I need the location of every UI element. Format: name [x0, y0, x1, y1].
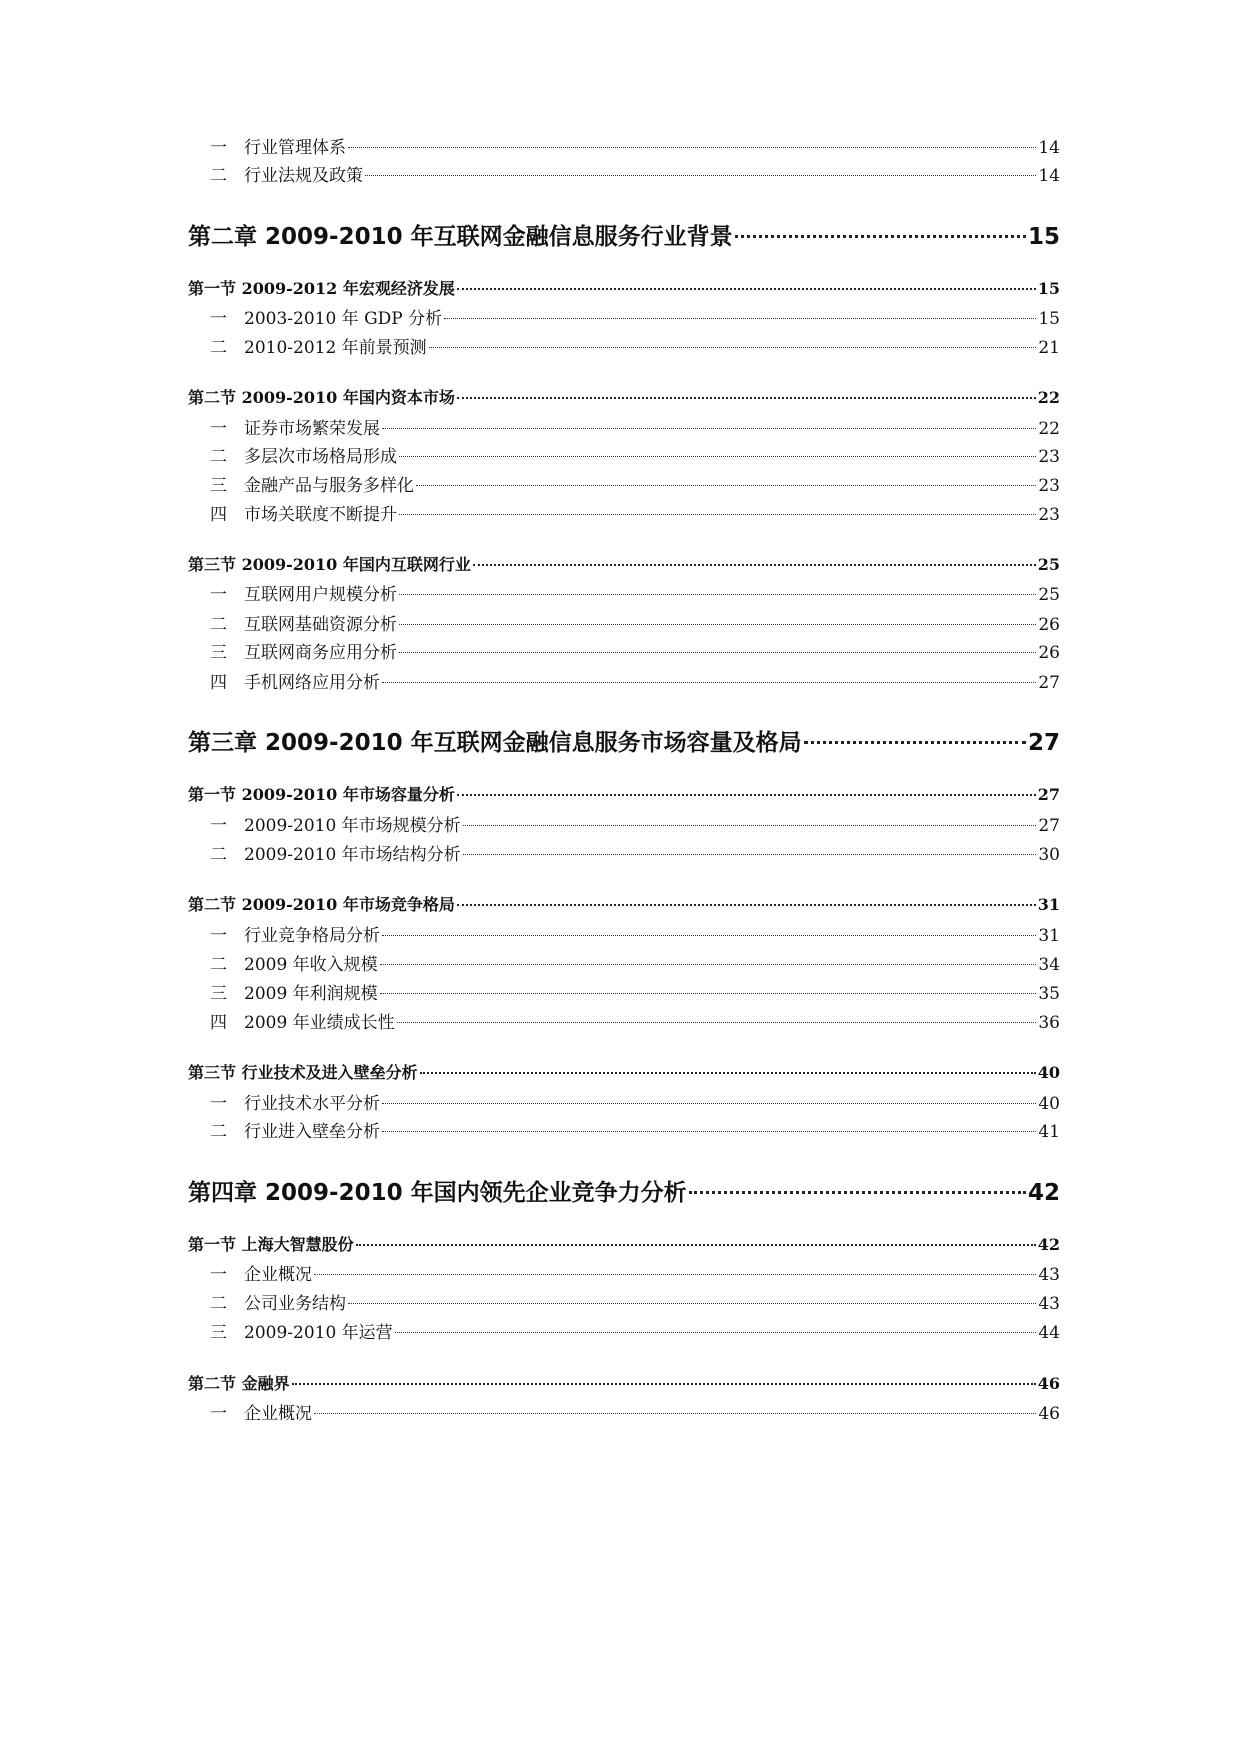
toc-item-label: 互联网基础资源分析 [244, 615, 397, 635]
toc-item-label: 证券市场繁荣发展 [244, 419, 380, 439]
toc-item-number: 二 [210, 845, 227, 865]
toc-item-number: 二 [210, 1294, 227, 1314]
toc-item-label: 金融产品与服务多样化 [244, 476, 414, 496]
toc-section-label: 第二节 2009-2010 年市场竞争格局 [188, 895, 455, 914]
dot-leader [382, 935, 1036, 936]
toc-item-label: 公司业务结构 [244, 1294, 346, 1314]
toc-item-entry[interactable] [210, 979, 1060, 1004]
dot-leader [314, 1413, 1036, 1414]
dot-leader [382, 1131, 1036, 1132]
toc-item-label: 2009-2010 年市场结构分析 [244, 845, 461, 865]
toc-item-number: 二 [210, 1122, 227, 1142]
toc-page-number: 26 [1038, 643, 1060, 663]
toc-item-label: 行业进入壁垒分析 [244, 1122, 380, 1142]
toc-item-entry[interactable] [210, 333, 1060, 358]
dot-leader [348, 147, 1036, 148]
toc-item-number: 二 [210, 447, 227, 467]
toc-item-entry[interactable] [210, 304, 1060, 329]
toc-page-number: 23 [1038, 505, 1060, 525]
toc-page-number: 14 [1038, 166, 1060, 186]
toc-section-label: 第二节 2009-2010 年国内资本市场 [188, 388, 455, 407]
toc-item-entry[interactable] [210, 950, 1060, 975]
toc-section-label: 第二节 金融界 [188, 1374, 290, 1393]
toc-item-number: 三 [210, 643, 227, 663]
dot-leader [457, 397, 1036, 399]
dot-leader [457, 288, 1036, 290]
toc-section-entry[interactable] [188, 782, 1060, 805]
toc-section-entry[interactable] [188, 385, 1060, 408]
toc-page-number: 41 [1038, 1122, 1060, 1142]
toc-item-entry[interactable] [210, 442, 1060, 467]
toc-page-number: 42 [1037, 1235, 1060, 1254]
toc-item-number: 一 [210, 926, 227, 946]
toc-page-number: 34 [1038, 955, 1060, 975]
toc-item-entry[interactable] [210, 133, 1060, 158]
toc-item-label: 2009 年收入规模 [244, 955, 378, 975]
toc-item-number: 一 [210, 816, 227, 836]
toc-item-number: 一 [210, 309, 227, 329]
toc-page-number: 22 [1038, 419, 1060, 439]
toc-item-entry[interactable] [210, 471, 1060, 496]
toc-item-entry[interactable] [210, 1089, 1060, 1114]
toc-section-entry[interactable] [188, 1060, 1060, 1083]
toc-item-entry[interactable] [210, 840, 1060, 865]
dot-leader [356, 1244, 1036, 1246]
toc-page-number: 25 [1038, 585, 1060, 605]
toc-item-entry[interactable] [210, 1399, 1060, 1424]
toc-page-number: 23 [1038, 476, 1060, 496]
dot-leader [399, 624, 1036, 625]
dot-leader [689, 1191, 1026, 1194]
dot-leader [292, 1383, 1036, 1385]
toc-page-number: 42 [1027, 1180, 1060, 1206]
toc-page-number: 25 [1037, 555, 1060, 574]
dot-leader [399, 514, 1036, 515]
toc-item-label: 互联网用户规模分析 [244, 585, 397, 605]
toc-page-number: 44 [1038, 1323, 1060, 1343]
toc-item-entry[interactable] [210, 580, 1060, 605]
toc-page-number: 21 [1038, 338, 1060, 358]
toc-page-number: 46 [1038, 1404, 1060, 1424]
toc-section-entry[interactable] [188, 276, 1060, 299]
toc-page-number: 26 [1038, 615, 1060, 635]
toc-item-label: 互联网商务应用分析 [244, 643, 397, 663]
dot-leader [444, 318, 1036, 319]
dot-leader [365, 175, 1036, 176]
toc-item-label: 2009 年利润规模 [244, 984, 378, 1004]
toc-item-label: 2009-2010 年市场规模分析 [244, 816, 461, 836]
toc-chapter-entry[interactable] [188, 1174, 1060, 1207]
toc-item-label: 多层次市场格局形成 [244, 447, 397, 467]
toc-page-number: 30 [1038, 845, 1060, 865]
toc-item-entry[interactable] [210, 1008, 1060, 1033]
toc-item-number: 一 [210, 1094, 227, 1114]
dot-leader [382, 428, 1036, 429]
toc-page-number: 27 [1038, 673, 1060, 693]
toc-item-entry[interactable] [210, 610, 1060, 635]
toc-item-label: 行业法规及政策 [244, 166, 363, 186]
toc-item-label: 2003-2010 年 GDP 分析 [244, 309, 443, 329]
toc-item-number: 二 [210, 166, 227, 186]
toc-item-label: 市场关联度不断提升 [244, 505, 397, 525]
toc-item-number: 一 [210, 1404, 227, 1424]
dot-leader [380, 964, 1037, 965]
toc-page-number: 35 [1038, 984, 1060, 1004]
toc-item-label: 2009 年业绩成长性 [244, 1013, 395, 1033]
dot-leader [735, 235, 1026, 238]
toc-item-number: 四 [210, 1013, 227, 1033]
toc-item-number: 二 [210, 615, 227, 635]
toc-item-entry[interactable] [210, 500, 1060, 525]
toc-page-number: 23 [1038, 447, 1060, 467]
toc-item-label: 行业管理体系 [244, 138, 346, 158]
toc-item-number: 二 [210, 955, 227, 975]
toc-chapter-entry[interactable] [188, 724, 1060, 757]
toc-item-number: 一 [210, 138, 227, 158]
dot-leader [399, 456, 1036, 457]
toc-page-number: 15 [1037, 279, 1060, 298]
toc-item-number: 一 [210, 585, 227, 605]
toc-section-label: 第三节 行业技术及进入壁垒分析 [188, 1063, 418, 1082]
toc-section-label: 第一节 2009-2010 年市场容量分析 [188, 785, 455, 804]
toc-page-number: 40 [1038, 1094, 1060, 1114]
toc-item-number: 四 [210, 505, 227, 525]
toc-item-number: 三 [210, 984, 227, 1004]
toc-page-number: 14 [1038, 138, 1060, 158]
toc-section-entry[interactable] [188, 1371, 1060, 1394]
toc-page-number: 43 [1038, 1265, 1060, 1285]
toc-chapter-label: 第四章 2009-2010 年国内领先企业竞争力分析 [188, 1180, 687, 1206]
toc-item-entry[interactable] [210, 161, 1060, 186]
toc-page-number: 36 [1038, 1013, 1060, 1033]
toc-item-label: 行业技术水平分析 [244, 1094, 380, 1114]
dot-leader [457, 904, 1036, 906]
toc-chapter-label: 第三章 2009-2010 年互联网金融信息服务市场容量及格局 [188, 730, 802, 756]
toc-page-number: 43 [1038, 1294, 1060, 1314]
toc-item-number: 三 [210, 476, 227, 496]
toc-section-entry[interactable] [188, 552, 1060, 575]
toc-page-number: 15 [1038, 309, 1060, 329]
toc-page-number: 27 [1038, 816, 1060, 836]
toc-item-number: 一 [210, 419, 227, 439]
dot-leader [348, 1303, 1036, 1304]
toc-page-number: 27 [1037, 785, 1060, 804]
toc-section-entry[interactable] [188, 1232, 1060, 1255]
dot-leader [463, 854, 1037, 855]
toc-item-label: 企业概况 [244, 1265, 312, 1285]
dot-leader [804, 741, 1026, 744]
toc-page-number: 22 [1037, 388, 1060, 407]
dot-leader [473, 564, 1036, 566]
toc-item-label: 行业竞争格局分析 [244, 926, 380, 946]
toc-page-number: 27 [1027, 730, 1060, 756]
toc-item-entry[interactable] [210, 921, 1060, 946]
toc-section-entry[interactable] [188, 892, 1060, 915]
toc-item-entry[interactable] [210, 1318, 1060, 1343]
toc-page-number: 31 [1038, 926, 1060, 946]
toc-item-entry[interactable] [210, 1260, 1060, 1285]
dot-leader [399, 652, 1036, 653]
toc-page-number: 40 [1037, 1063, 1060, 1082]
toc-section-label: 第一节 上海大智慧股份 [188, 1235, 354, 1254]
toc-item-number: 一 [210, 1265, 227, 1285]
dot-leader [429, 347, 1037, 348]
toc-section-label: 第一节 2009-2012 年宏观经济发展 [188, 279, 455, 298]
toc-item-entry[interactable] [210, 811, 1060, 836]
toc-item-number: 三 [210, 1323, 227, 1343]
dot-leader [380, 993, 1037, 994]
toc-item-entry[interactable] [210, 414, 1060, 439]
toc-item-label: 企业概况 [244, 1404, 312, 1424]
toc-item-number: 二 [210, 338, 227, 358]
toc-item-label: 2010-2012 年前景预测 [244, 338, 427, 358]
toc-item-label: 手机网络应用分析 [244, 673, 380, 693]
dot-leader [397, 1022, 1037, 1023]
dot-leader [382, 1103, 1036, 1104]
dot-leader [382, 682, 1036, 683]
toc-page-number: 31 [1037, 895, 1060, 914]
toc-item-entry[interactable] [210, 668, 1060, 693]
toc-chapter-label: 第二章 2009-2010 年互联网金融信息服务行业背景 [188, 224, 733, 250]
toc-page-number: 46 [1037, 1374, 1060, 1393]
toc-item-entry[interactable] [210, 1117, 1060, 1142]
dot-leader [463, 825, 1037, 826]
dot-leader [420, 1072, 1036, 1074]
toc-chapter-entry[interactable] [188, 218, 1060, 251]
toc-item-label: 2009-2010 年运营 [244, 1323, 393, 1343]
dot-leader [416, 485, 1036, 486]
dot-leader [314, 1274, 1036, 1275]
toc-item-entry[interactable] [210, 1289, 1060, 1314]
toc-item-entry[interactable] [210, 638, 1060, 663]
dot-leader [395, 1332, 1037, 1333]
dot-leader [457, 794, 1036, 796]
toc-section-label: 第三节 2009-2010 年国内互联网行业 [188, 555, 471, 574]
toc-item-number: 四 [210, 673, 227, 693]
dot-leader [399, 594, 1036, 595]
toc-page-number: 15 [1027, 224, 1060, 250]
